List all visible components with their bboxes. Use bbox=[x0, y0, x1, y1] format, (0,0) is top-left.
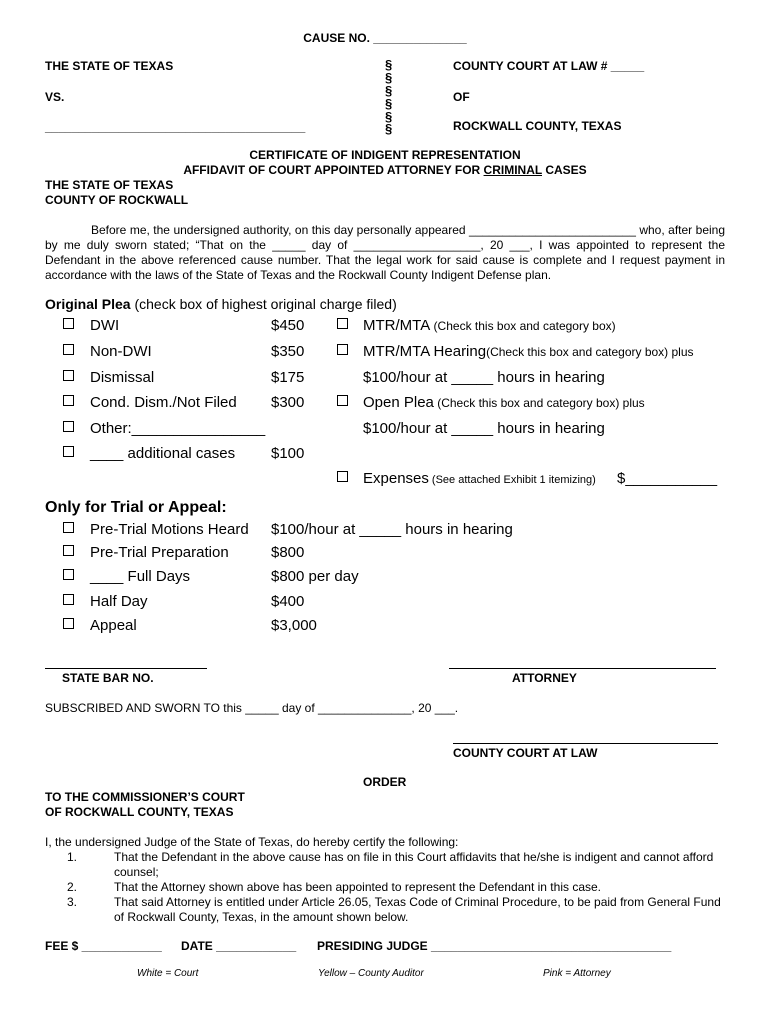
caption-county: ROCKWALL COUNTY, TEXAS bbox=[453, 119, 622, 133]
original-plea-heading: Original Plea (check box of highest original charge filed) bbox=[45, 296, 397, 312]
trial-heading: Only for Trial or Appeal: bbox=[45, 499, 227, 516]
option-label: ____ additional cases bbox=[90, 445, 236, 462]
order-intro: I, the undersigned Judge of the State of Texas, do hereby certify the following: bbox=[45, 835, 459, 849]
section-mark: § bbox=[385, 83, 393, 98]
section-mark: § bbox=[385, 96, 393, 111]
order-to-line1: TO THE COMMISSIONER’S COURT bbox=[45, 790, 245, 804]
order-item-text: That the Attorney shown above has been appointed to represent the Defendant in this case. bbox=[114, 880, 601, 894]
trial-fee: $800 per day bbox=[271, 568, 359, 585]
expenses-amount: $___________ bbox=[617, 470, 718, 487]
court-signature-line[interactable] bbox=[453, 743, 718, 744]
mtr-option: MTR/MTA (Check this box and category box) bbox=[363, 317, 616, 334]
court-label: COUNTY COURT AT LAW bbox=[453, 746, 598, 760]
presiding-judge-field[interactable]: PRESIDING JUDGE ____________________________________ bbox=[317, 939, 672, 953]
option-label: Dismissal bbox=[90, 369, 155, 386]
caption-vs: VS. bbox=[45, 90, 65, 104]
sworn-statement: SUBSCRIBED AND SWORN TO this _____ day of ______________, 20 ___. bbox=[45, 701, 459, 715]
venue-county: COUNTY OF ROCKWALL bbox=[45, 193, 189, 207]
checkbox-mtr-hearing[interactable] bbox=[337, 344, 348, 355]
trial-fee: $400 bbox=[271, 593, 305, 610]
trial-label: Half Day bbox=[90, 593, 148, 610]
mtr-hearing-option: MTR/MTA Hearing(Check this box and category box) plus bbox=[363, 343, 694, 360]
section-mark: § bbox=[385, 109, 393, 124]
checkbox-dwi[interactable] bbox=[63, 318, 74, 329]
section-mark: § bbox=[385, 70, 393, 85]
affidavit-paragraph: Before me, the undersigned authority, on this day personally appeared _________________________ who, after being by me duly sworn stated; “That on the _____ day of ___________________, 20 ___, I was appointed to represent the Defendant in the above referenced cause number. That the legal work for said cause is complete and I request payment in accordance with the laws of the State of Texas and the Rockwall County Indigent Defense plan. bbox=[45, 223, 725, 282]
section-mark: § bbox=[385, 121, 393, 136]
criminal-emphasis: CRIMINAL bbox=[483, 163, 542, 177]
option-label: Non-DWI bbox=[90, 343, 152, 360]
option-label: DWI bbox=[90, 317, 120, 334]
cause-number: CAUSE NO. ______________ bbox=[303, 31, 467, 45]
checkbox-expenses[interactable] bbox=[337, 471, 348, 482]
section-mark: § bbox=[385, 57, 393, 72]
caption-of: OF bbox=[453, 90, 470, 104]
attorney-label: ATTORNEY bbox=[512, 671, 577, 685]
venue-state: THE STATE OF TEXAS bbox=[45, 178, 174, 192]
state-bar-line[interactable] bbox=[45, 668, 207, 669]
copy-white: White = Court bbox=[137, 968, 199, 979]
hourly-rate-line: $100/hour at _____ hours in hearing bbox=[363, 420, 605, 437]
checkbox-other[interactable] bbox=[63, 421, 74, 432]
trial-label: Appeal bbox=[90, 617, 137, 634]
trial-fee: $100/hour at _____ hours in hearing bbox=[271, 521, 513, 538]
trial-label: Pre-Trial Preparation bbox=[90, 544, 229, 561]
checkbox-additional-cases[interactable] bbox=[63, 446, 74, 457]
order-item-number: 1. bbox=[67, 850, 78, 864]
order-title: ORDER bbox=[363, 775, 407, 789]
hourly-rate-line: $100/hour at _____ hours in hearing bbox=[363, 369, 605, 386]
trial-label: Pre-Trial Motions Heard bbox=[90, 521, 249, 538]
option-fee: $175 bbox=[271, 369, 305, 386]
option-fee: $300 bbox=[271, 394, 305, 411]
expenses-option: Expenses (See attached Exhibit 1 itemizing) bbox=[363, 470, 596, 487]
fee-field[interactable]: FEE $ ____________ bbox=[45, 939, 162, 953]
trial-label: ____ Full Days bbox=[90, 568, 191, 585]
trial-fee: $800 bbox=[271, 544, 305, 561]
date-field[interactable]: DATE ____________ bbox=[181, 939, 297, 953]
order-item-number: 3. bbox=[67, 895, 78, 909]
option-fee: $450 bbox=[271, 317, 305, 334]
checkbox-non-dwi[interactable] bbox=[63, 344, 74, 355]
order-item-number: 2. bbox=[67, 880, 78, 894]
checkbox-mtr-mta[interactable] bbox=[337, 318, 348, 329]
checkbox-half-day[interactable] bbox=[63, 594, 74, 605]
order-item-text: That said Attorney is entitled under Article 26.05, Texas Code of Criminal Procedure, to be paid from General Fund of Rockwall County, Texas, in the amount shown below. bbox=[114, 895, 721, 924]
open-plea-option: Open Plea (Check this box and category box) plus bbox=[363, 394, 645, 411]
attorney-signature-line[interactable] bbox=[449, 668, 716, 669]
county-court-number: COUNTY COURT AT LAW # _____ bbox=[453, 59, 645, 73]
option-label: Cond. Dism./Not Filed bbox=[90, 394, 237, 411]
checkbox-cond-dism[interactable] bbox=[63, 395, 74, 406]
certificate-title: CERTIFICATE OF INDIGENT REPRESENTATION bbox=[249, 148, 521, 162]
affidavit-title: AFFIDAVIT OF COURT APPOINTED ATTORNEY FOR CRIMINAL CASES bbox=[183, 163, 587, 177]
option-fee: $350 bbox=[271, 343, 305, 360]
checkbox-pretrial-motions[interactable] bbox=[63, 522, 74, 533]
trial-fee: $3,000 bbox=[271, 617, 317, 634]
order-item-text: That the Defendant in the above cause has on file in this Court affidavits that he/she is indigent and cannot afford counsel; bbox=[114, 850, 714, 879]
caption-state: THE STATE OF TEXAS bbox=[45, 59, 174, 73]
checkbox-dismissal[interactable] bbox=[63, 370, 74, 381]
checkbox-full-days[interactable] bbox=[63, 569, 74, 580]
checkbox-appeal[interactable] bbox=[63, 618, 74, 629]
order-to-line2: OF ROCKWALL COUNTY, TEXAS bbox=[45, 805, 234, 819]
checkbox-pretrial-preparation[interactable] bbox=[63, 545, 74, 556]
option-fee: $100 bbox=[271, 445, 305, 462]
state-bar-label: STATE BAR NO. bbox=[62, 671, 154, 685]
checkbox-open-plea[interactable] bbox=[337, 395, 348, 406]
caption-defendant-line: _______________________________________ bbox=[45, 120, 306, 134]
copy-yellow: Yellow – County Auditor bbox=[318, 968, 424, 979]
copy-pink: Pink = Attorney bbox=[543, 968, 611, 979]
option-label: Other:________________ bbox=[90, 420, 266, 437]
